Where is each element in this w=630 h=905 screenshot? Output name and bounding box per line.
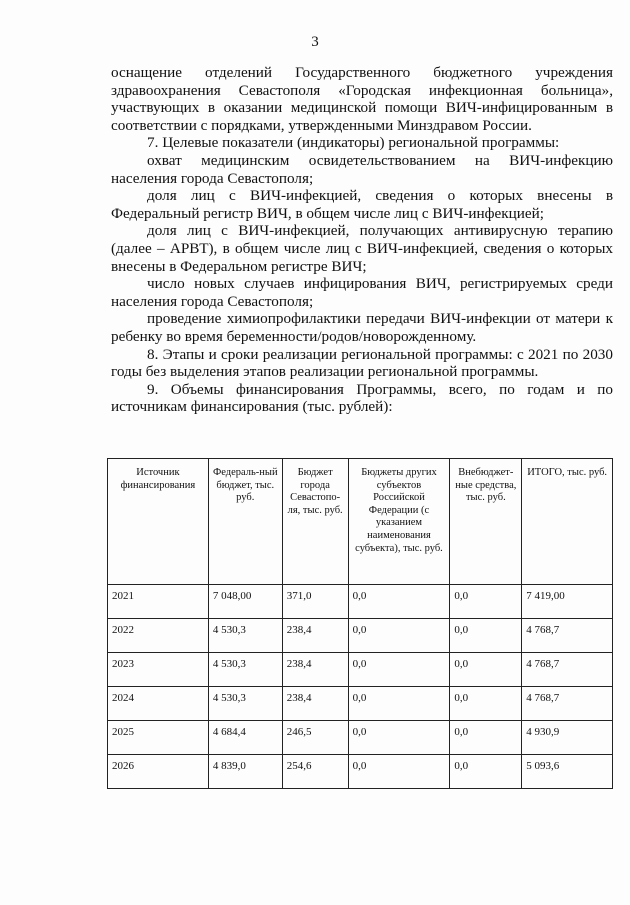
cell-city: 238,4 (282, 619, 348, 653)
cell-year: 2026 (108, 755, 209, 789)
cell-federal: 4 839,0 (208, 755, 282, 789)
paragraph-indicator-arvt: доля лиц с ВИЧ-инфекцией, получающих антивирусную терапию (далее – АРВТ), в общем числе лиц с ВИЧ-инфекцией, сведения о которых внесены в Федеральном регистре ВИЧ; (111, 222, 613, 275)
cell-year: 2023 (108, 653, 209, 687)
cell-federal: 4 530,3 (208, 619, 282, 653)
paragraph-indicator-coverage: охват медицинским освидетельствованием на ВИЧ-инфекцию населения города Севастополя; (111, 151, 613, 187)
cell-total: 7 419,00 (522, 585, 613, 619)
cell-extrabudgetary: 0,0 (450, 653, 522, 687)
paragraph-section-8: 8. Этапы и сроки реализации региональной программы: с 2021 по 2030 годы без выделения этапов реализации региональной программы. (111, 345, 613, 381)
cell-year: 2021 (108, 585, 209, 619)
cell-year: 2025 (108, 721, 209, 755)
cell-extrabudgetary: 0,0 (450, 687, 522, 721)
cell-extrabudgetary: 0,0 (450, 721, 522, 755)
cell-total: 4 768,7 (522, 653, 613, 687)
cell-other: 0,0 (348, 755, 450, 789)
cell-city: 371,0 (282, 585, 348, 619)
table-header-row (108, 459, 613, 585)
header-total: ИТОГО, тыс. руб. (522, 459, 613, 585)
header-extrabudgetary: Внебюджет-ные средства, тыс. руб. (450, 459, 522, 585)
cell-year: 2024 (108, 687, 209, 721)
cell-city: 238,4 (282, 687, 348, 721)
table-row (108, 687, 613, 721)
cell-federal: 4 530,3 (208, 653, 282, 687)
table-row (108, 619, 613, 653)
table-row (108, 653, 613, 687)
cell-total: 4 768,7 (522, 619, 613, 653)
cell-year: 2022 (108, 619, 209, 653)
table-row (108, 755, 613, 789)
cell-other: 0,0 (348, 721, 450, 755)
header-city-budget: Бюджет города Севастопо-ля, тыс. руб. (282, 459, 348, 585)
paragraph-section-7-heading: 7. Целевые показатели (индикаторы) региональной программы: (147, 134, 560, 152)
paragraph-indicator-registry: доля лиц с ВИЧ-инфекцией, сведения о которых внесены в Федеральный регистр ВИЧ, в общем числе лиц с ВИЧ-инфекцией; (111, 187, 613, 222)
cell-total: 5 093,6 (522, 755, 613, 789)
cell-federal: 4 530,3 (208, 687, 282, 721)
document-body (111, 64, 613, 416)
cell-city: 238,4 (282, 653, 348, 687)
paragraph-equipment: оснащение отделений Государственного бюджетного учреждения здравоохранения Севастополя «Городская инфекционная больница», участвующих в оказании медицинской помощи ВИЧ-инфицированным в соответствии с порядками, утвержденными Минздравом России. (111, 64, 613, 134)
paragraph-indicator-new-cases: число новых случаев инфицирования ВИЧ, регистрируемых среди населения города Севастополя; (111, 275, 613, 310)
paragraph-indicator-prophylaxis: проведение химиопрофилактики передачи ВИЧ-инфекции от матери к ребенку во время беременности/родов/новорожденному. (111, 310, 613, 345)
cell-other: 0,0 (348, 653, 450, 687)
header-source: Источник финансирования (108, 459, 209, 585)
cell-federal: 4 684,4 (208, 721, 282, 755)
cell-extrabudgetary: 0,0 (450, 619, 522, 653)
cell-city: 246,5 (282, 721, 348, 755)
table-row (108, 585, 613, 619)
cell-extrabudgetary: 0,0 (450, 755, 522, 789)
header-other-subjects-budget: Бюджеты других субъектов Российской Федерации (с указанием наименования субъекта), тыс. руб. (348, 459, 450, 585)
cell-total: 4 930,9 (522, 721, 613, 755)
cell-other: 0,0 (348, 585, 450, 619)
cell-other: 0,0 (348, 687, 450, 721)
cell-federal: 7 048,00 (208, 585, 282, 619)
paragraph-section-9: 9. Объемы финансирования Программы, всего, по годам и по источникам финансирования (тыс. рублей): (111, 380, 613, 416)
table-row (108, 721, 613, 755)
financing-table (107, 458, 613, 789)
cell-city: 254,6 (282, 755, 348, 789)
cell-total: 4 768,7 (522, 687, 613, 721)
cell-extrabudgetary: 0,0 (450, 585, 522, 619)
header-federal-budget: Федераль-ный бюджет, тыс. руб. (208, 459, 282, 585)
cell-other: 0,0 (348, 619, 450, 653)
page-number: 3 (311, 34, 319, 50)
